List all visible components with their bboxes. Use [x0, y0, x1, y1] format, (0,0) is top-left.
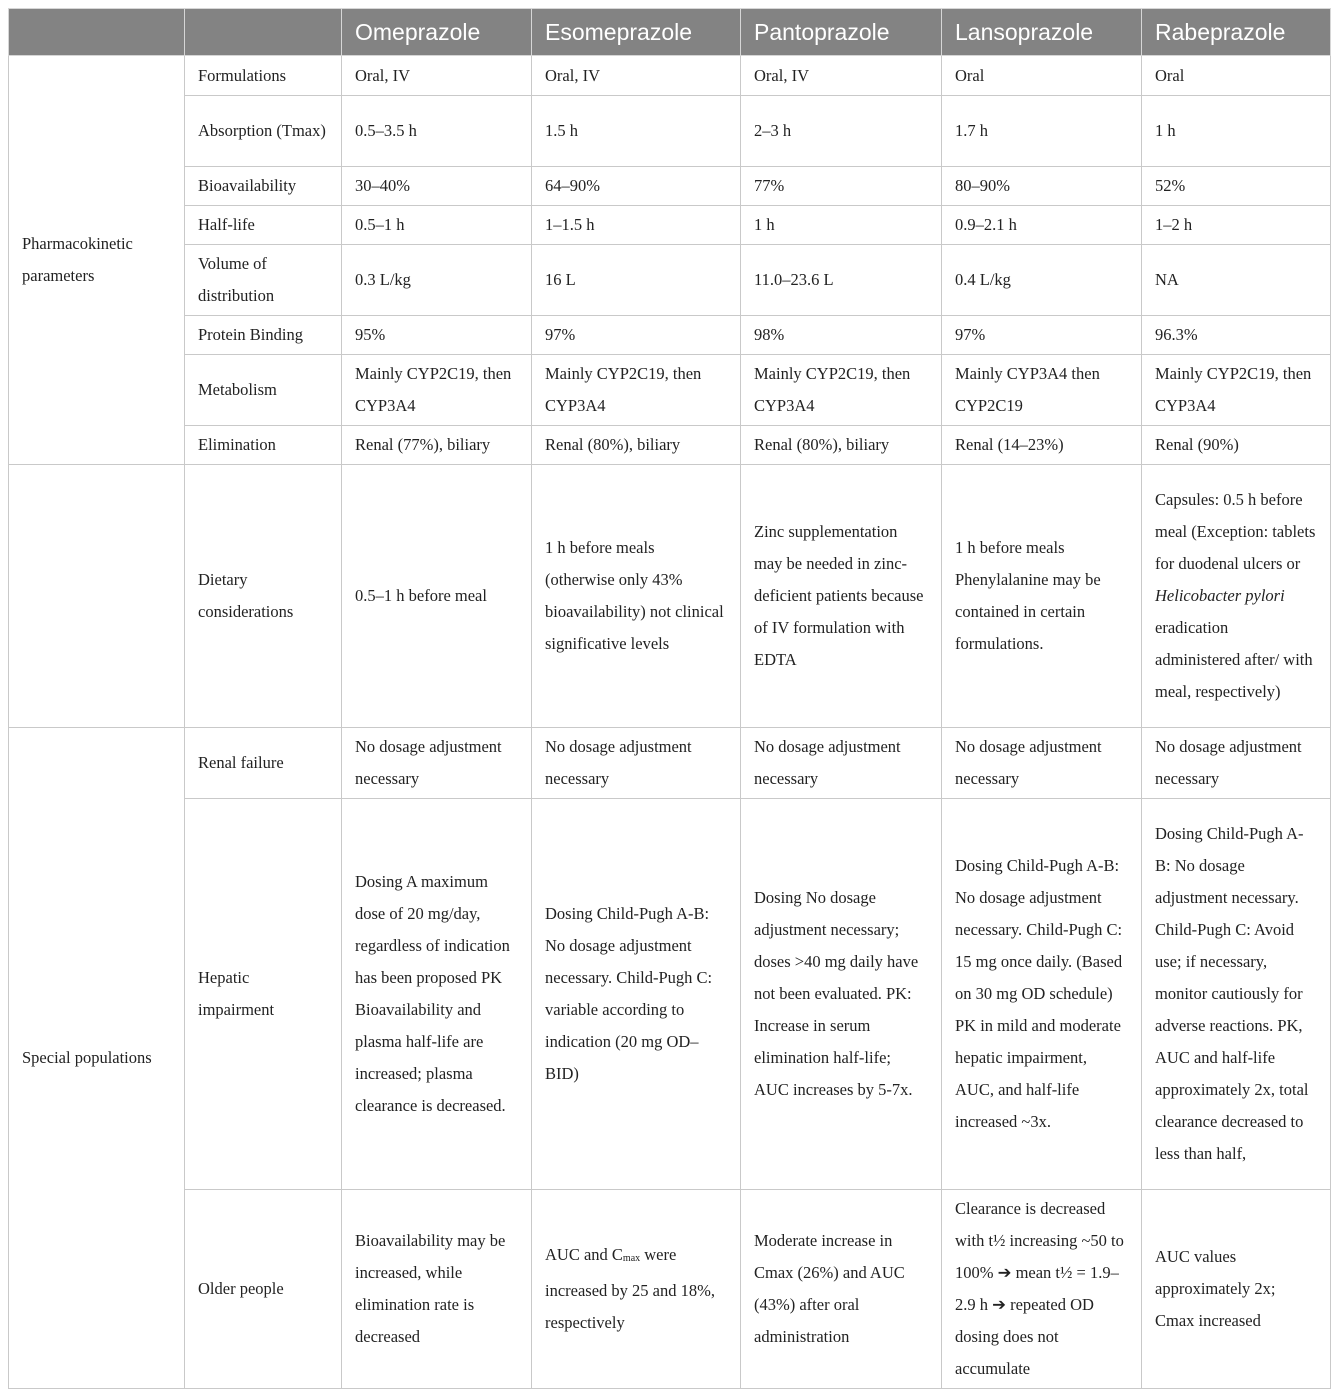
header-pantoprazole: Pantoprazole [741, 9, 942, 56]
table-cell: 95% [342, 316, 532, 355]
table-cell: Mainly CYP3A4 then CYP2C19 [942, 355, 1142, 426]
table-cell: 96.3% [1142, 316, 1331, 355]
table-row [9, 465, 1331, 728]
table-cell: 11.0–23.6 L [741, 245, 942, 316]
header-blank-parameter [185, 9, 342, 56]
row-label: Elimination [185, 426, 342, 465]
table-cell: Dosing No dosage adjustment necessary; doses >40 mg daily have not been evaluated. PK: Increase in serum elimination half-life; AUC increases by 5-7x. [741, 799, 942, 1190]
table-cell: 1 h [741, 206, 942, 245]
table-cell: Renal (77%), biliary [342, 426, 532, 465]
header-blank-category [9, 9, 185, 56]
table-cell: 77% [741, 167, 942, 206]
row-label: Formulations [185, 56, 342, 96]
table-cell [1142, 465, 1331, 728]
table-cell: 30–40% [342, 167, 532, 206]
header-esomeprazole: Esomeprazole [532, 9, 741, 56]
row-label: Dietary considerations [185, 465, 342, 728]
text-run: AUC and C [545, 1245, 623, 1264]
table-cell: Renal (80%), biliary [741, 426, 942, 465]
table-cell: 0.5–1 h before meal [342, 465, 532, 728]
table-cell: Oral [942, 56, 1142, 96]
row-label: Half-life [185, 206, 342, 245]
row-label: Bioavailability [185, 167, 342, 206]
table-cell: 1–2 h [1142, 206, 1331, 245]
table-cell: 1–1.5 h [532, 206, 741, 245]
header-omeprazole: Omeprazole [342, 9, 532, 56]
table-cell: 0.3 L/kg [342, 245, 532, 316]
italic-text-run: Helicobacter pylori [1155, 586, 1285, 605]
ppi-comparison-table [8, 8, 1331, 1389]
table-cell: Mainly CYP2C19, then CYP3A4 [741, 355, 942, 426]
text-run: eradication administered after/ with meal, respectively) [1155, 618, 1313, 701]
table-cell: NA [1142, 245, 1331, 316]
table-cell: Oral, IV [532, 56, 741, 96]
category-pharmacokinetic: Pharmacokinetic parameters [9, 56, 185, 465]
header-lansoprazole: Lansoprazole [942, 9, 1142, 56]
table-cell: Oral, IV [342, 56, 532, 96]
table-cell: No dosage adjustment necessary [741, 728, 942, 799]
table-cell: No dosage adjustment necessary [342, 728, 532, 799]
table-row [9, 426, 1331, 465]
table-cell: 64–90% [532, 167, 741, 206]
table-row [9, 245, 1331, 316]
table-cell: Renal (14–23%) [942, 426, 1142, 465]
row-label: Older people [185, 1190, 342, 1389]
table-cell: 1 h [1142, 96, 1331, 167]
table-cell: 1 h before meals (otherwise only 43% bioavailability) not clinical significative levels [532, 465, 741, 728]
table-cell: Clearance is decreased with t½ increasing ~50 to 100% ➔ mean t½ = 1.9–2.9 h ➔ repeated OD dosing does not accumulate [942, 1190, 1142, 1389]
table-cell: 0.4 L/kg [942, 245, 1142, 316]
table-cell: Dosing Child-Pugh A-B: No dosage adjustment necessary. Child-Pugh C: Avoid use; if necessary, monitor cautiously for adverse reactions. PK, AUC and half-life approximately 2x, total clearance decreased to less than half, [1142, 799, 1331, 1190]
table-cell: 2–3 h [741, 96, 942, 167]
table-cell: 97% [532, 316, 741, 355]
row-label: Volume of distribution [185, 245, 342, 316]
table-row [9, 1190, 1331, 1389]
row-label: Metabolism [185, 355, 342, 426]
table-cell: Oral, IV [741, 56, 942, 96]
text-run: were increased by 25 and 18%, respectively [545, 1245, 715, 1332]
text-run: Capsules: 0.5 h before meal (Exception: tablets for duodenal ulcers or [1155, 490, 1316, 573]
table-cell: 98% [741, 316, 942, 355]
table-row [9, 96, 1331, 167]
category-blank [9, 465, 185, 728]
table-cell: Dosing A maximum dose of 20 mg/day, regardless of indication has been proposed PK Bioavailability and plasma half-life are increased; plasma clearance is decreased. [342, 799, 532, 1190]
header-rabeprazole: Rabeprazole [1142, 9, 1331, 56]
table-cell: 1.5 h [532, 96, 741, 167]
table-cell: Renal (80%), biliary [532, 426, 741, 465]
table-cell: Mainly CYP2C19, then CYP3A4 [342, 355, 532, 426]
row-label: Protein Binding [185, 316, 342, 355]
table-cell: 52% [1142, 167, 1331, 206]
category-special-populations: Special populations [9, 728, 185, 1389]
table-cell: Moderate increase in Cmax (26%) and AUC (43%) after oral administration [741, 1190, 942, 1389]
table-cell: 0.5–3.5 h [342, 96, 532, 167]
table-cell: 0.5–1 h [342, 206, 532, 245]
table-row [9, 206, 1331, 245]
table-cell: 16 L [532, 245, 741, 316]
table-cell: Mainly CYP2C19, then CYP3A4 [532, 355, 741, 426]
table-cell: Mainly CYP2C19, then CYP3A4 [1142, 355, 1331, 426]
table-cell: AUC values approximately 2x; Cmax increased [1142, 1190, 1331, 1389]
table-row [9, 316, 1331, 355]
row-label: Renal failure [185, 728, 342, 799]
table-cell: Dosing Child-Pugh A-B: No dosage adjustment necessary. Child-Pugh C: variable according to indication (20 mg OD–BID) [532, 799, 741, 1190]
table-cell: Renal (90%) [1142, 426, 1331, 465]
header-row [9, 9, 1331, 56]
table-cell: 1 h before meals Phenylalanine may be contained in certain formulations. [942, 465, 1142, 728]
table-cell: Dosing Child-Pugh A-B: No dosage adjustment necessary. Child-Pugh C: 15 mg once daily. (Based on 30 mg OD schedule) PK in mild and moderate hepatic impairment, AUC, and half-life increased ~3x. [942, 799, 1142, 1190]
table-cell: No dosage adjustment necessary [942, 728, 1142, 799]
table-cell: 97% [942, 316, 1142, 355]
table-row [9, 56, 1331, 96]
table-cell: 1.7 h [942, 96, 1142, 167]
table-cell: Zinc supplementation may be needed in zinc-deficient patients because of IV formulation with EDTA [741, 465, 942, 728]
table-cell: Oral [1142, 56, 1331, 96]
table-row [9, 799, 1331, 1190]
table-cell: Bioavailability may be increased, while elimination rate is decreased [342, 1190, 532, 1389]
table-cell: No dosage adjustment necessary [1142, 728, 1331, 799]
table-cell: 0.9–2.1 h [942, 206, 1142, 245]
table-row [9, 728, 1331, 799]
table-cell: No dosage adjustment necessary [532, 728, 741, 799]
table-row [9, 355, 1331, 426]
row-label: Hepatic impairment [185, 799, 342, 1190]
row-label: Absorption (Tmax) [185, 96, 342, 167]
table-row [9, 167, 1331, 206]
table-cell [532, 1190, 741, 1389]
subscript-text: max [622, 1253, 641, 1264]
table-cell: 80–90% [942, 167, 1142, 206]
